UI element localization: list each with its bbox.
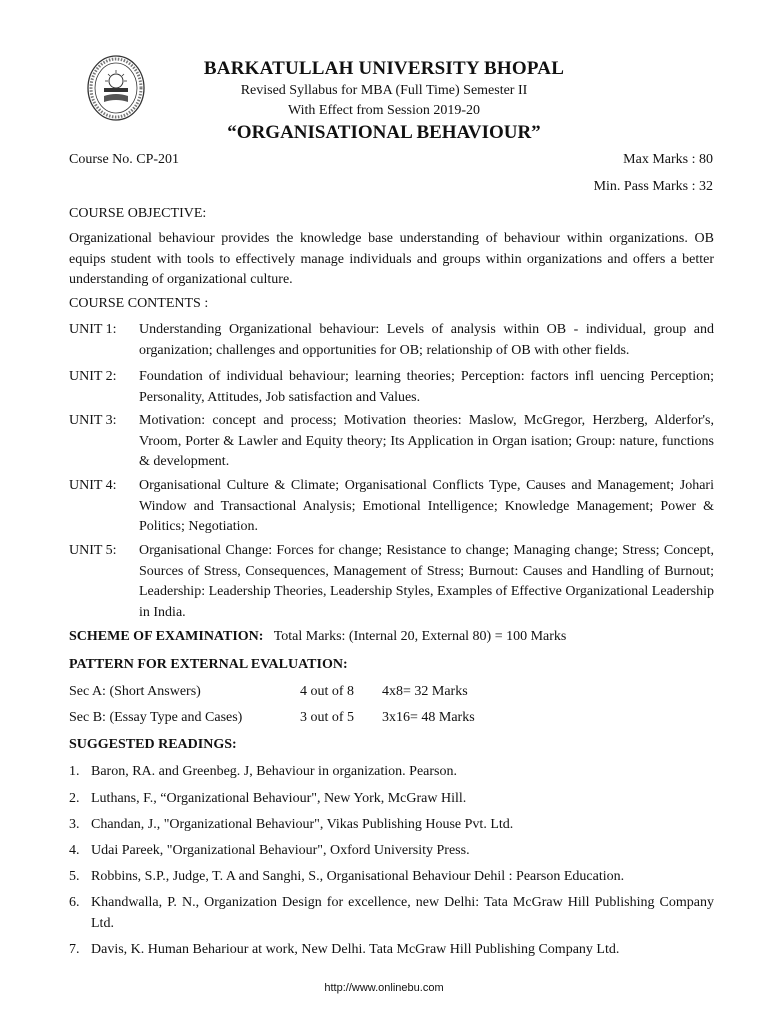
pattern-marks: 4x8= 32 Marks	[382, 684, 468, 699]
scheme-heading: SCHEME OF EXAMINATION:	[69, 629, 264, 644]
reading-text: Chandan, J., "Organizational Behaviour", Vikas Publishing House Pvt. Ltd.	[91, 817, 514, 832]
scheme-text: Total Marks: (Internal 20, External 80) = 100 Marks	[273, 629, 567, 644]
unit-label: UNIT 4:	[69, 478, 117, 493]
reading-text: Khandwalla, P. N., Organization Design for excellence, new Delhi: Tata McGraw Hill Publishing Company Ltd.	[91, 895, 714, 931]
pattern-heading: PATTERN FOR EXTERNAL EVALUATION:	[69, 657, 348, 672]
unit-label: UNIT 2:	[69, 369, 117, 384]
unit-item	[69, 476, 714, 538]
reading-item	[69, 940, 714, 961]
unit-text: Organisational Culture & Climate; Organisational Conflicts Type, Causes and Management; Johari Window and Transactional Analysis; Emotional Intelligence; Knowledge Management; Power & Politics; Negotiation.	[139, 478, 714, 534]
reading-text: Baron, RA. and Greenbeg. J, Behaviour in organization. Pearson.	[91, 764, 457, 779]
reading-item	[69, 867, 714, 888]
syllabus-subtitle: Revised Syllabus for MBA (Full Time) Semester II	[240, 83, 528, 98]
unit-text: Understanding Organizational behaviour: Levels of analysis within OB - individual, group and organization; challenges and opportunities for OB; relationship of OB with other fields.	[139, 322, 714, 358]
min-pass-marks: Min. Pass Marks : 32	[593, 179, 713, 194]
reading-text: Luthans, F., “Organizational Behaviour", New York, McGraw Hill.	[91, 791, 467, 806]
pattern-section: Sec A: (Short Answers)	[69, 684, 201, 699]
reading-item	[69, 893, 714, 934]
course-number: Course No. CP-201	[69, 152, 180, 167]
pattern-marks: 3x16= 48 Marks	[382, 710, 475, 725]
unit-item	[69, 411, 714, 473]
reading-item	[69, 815, 714, 836]
unit-item	[69, 367, 714, 408]
reading-item	[69, 789, 714, 810]
scheme-line	[69, 627, 566, 647]
contents-heading: COURSE CONTENTS :	[69, 296, 209, 311]
reading-number: 5.	[69, 869, 80, 884]
max-marks: Max Marks : 80	[623, 152, 713, 167]
reading-item	[69, 841, 714, 862]
reading-number: 6.	[69, 895, 80, 910]
reading-number: 1.	[69, 764, 80, 779]
unit-text: Motivation: concept and process; Motivation theories: Maslow, McGregor, Herzberg, Alderfor's, Vroom, Porter & Lawler and Equity theory; Its Application in Organ isation; Group: nature, functions & development.	[139, 413, 714, 469]
reading-number: 3.	[69, 817, 80, 832]
reading-text: Robbins, S.P., Judge, T. A and Sanghi, S., Organisational Behaviour Dehil : Pearson Education.	[91, 869, 625, 884]
unit-item	[69, 541, 714, 623]
unit-label: UNIT 3:	[69, 413, 117, 428]
unit-item	[69, 320, 714, 361]
university-name: BARKATULLAH UNIVERSITY BHOPAL	[203, 58, 565, 79]
objective-heading: COURSE OBJECTIVE:	[69, 206, 207, 221]
pattern-section: Sec B: (Essay Type and Cases)	[69, 710, 243, 725]
reading-number: 7.	[69, 942, 80, 957]
reading-item	[69, 762, 714, 783]
unit-label: UNIT 1:	[69, 322, 117, 337]
pattern-count: 3 out of 5	[300, 710, 355, 725]
unit-label: UNIT 5:	[69, 543, 117, 558]
reading-text: Davis, K. Human Behariour at work, New Delhi. Tata McGraw Hill Publishing Company Ltd.	[91, 942, 620, 957]
reading-text: Udai Pareek, "Organizational Behaviour", Oxford University Press.	[91, 843, 470, 858]
unit-text: Foundation of individual behaviour; learning theories; Perception: factors infl uencing Perception; Personality, Attitudes, Job satisfaction and Values.	[139, 369, 714, 405]
session-line: With Effect from Session 2019-20	[287, 103, 481, 118]
pattern-count: 4 out of 8	[300, 684, 355, 699]
footer-url: http://www.onlinebu.com	[324, 982, 444, 994]
readings-heading: SUGGESTED READINGS:	[69, 737, 237, 752]
objective-text: Organizational behaviour provides the knowledge base understanding of behaviour within organizations. OB equips student with tools to effectively manage individuals and groups within organizations and offers a better understanding of organizational culture.	[69, 231, 714, 287]
unit-text: Organisational Change: Forces for change; Resistance to change; Managing change; Stress; Concept, Sources of Stress, Consequences, Management of Stress; Burnout: Causes and Handling of Burnout; Leadership: Leadership Theories, Leadership Styles, Examples of Effective Organizational Leadership in India.	[139, 543, 714, 620]
reading-number: 4.	[69, 843, 80, 858]
reading-number: 2.	[69, 791, 80, 806]
course-title: “ORGANISATIONAL BEHAVIOUR”	[227, 122, 541, 143]
